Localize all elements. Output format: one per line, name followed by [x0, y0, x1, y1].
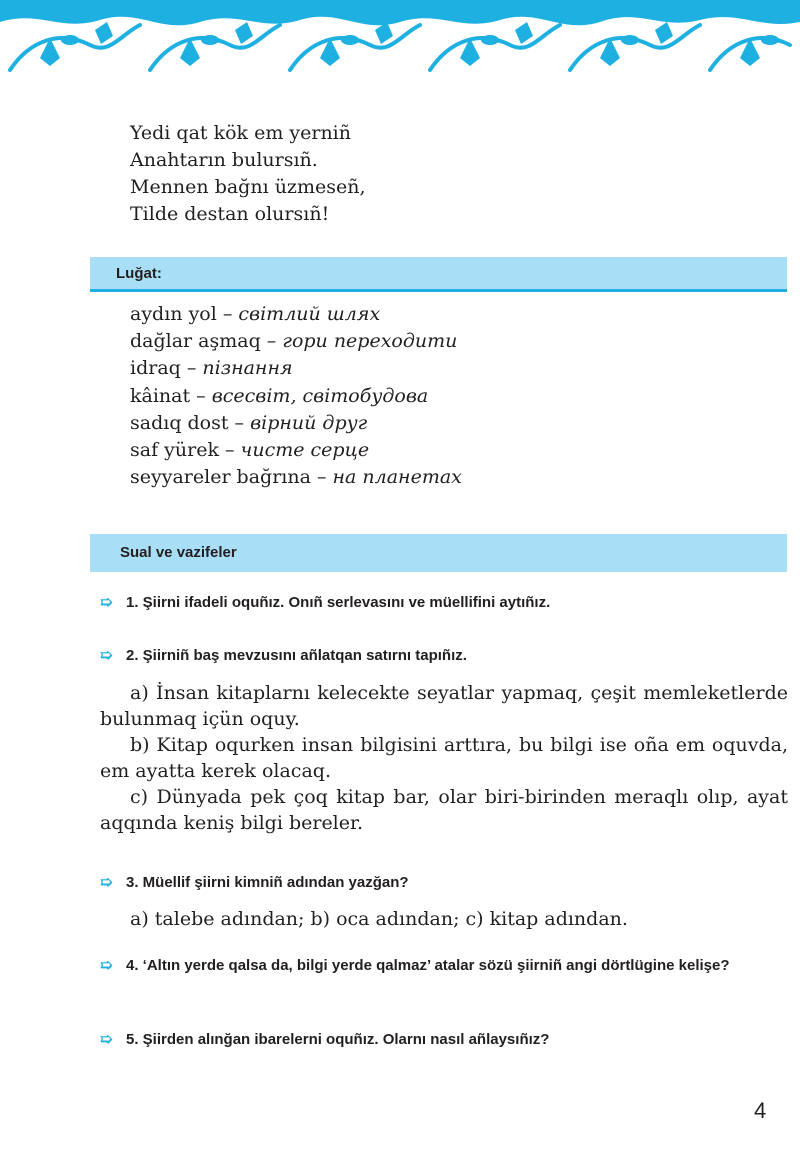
question-4	[100, 956, 790, 976]
glossary-translation: всесвіт, світобудова	[211, 384, 429, 407]
glossary-translation: вірний друг	[250, 411, 368, 434]
glossary-item	[130, 383, 462, 410]
glossary-term: dağlar aşmaq –	[130, 330, 283, 353]
arrow-icon: ➯	[100, 957, 113, 974]
glossary-term: kâinat –	[130, 384, 212, 407]
question-2	[100, 646, 790, 666]
glossary-term: sadıq dost –	[130, 411, 251, 434]
question-text: 5. Şiirden alınğan ibarelerni oquñız. Olarnı nasıl añlaysıñız?	[126, 1031, 550, 1048]
poem-line: Tilde destan olursıñ!	[130, 203, 330, 225]
poem	[130, 120, 365, 228]
glossary-item	[130, 328, 462, 355]
question-text: 4. ‘Altın yerde qalsa da, bilgi yerde qalmaz’ atalar sözü şiirniñ angi dörtlügine kelişe?	[126, 957, 730, 974]
glossary-translation: гори переходити	[282, 330, 458, 353]
glossary-term: aydın yol –	[130, 303, 239, 325]
floral-ornament-banner	[0, 0, 800, 78]
glossary-item	[130, 410, 462, 437]
glossary-title: Luğat:	[116, 265, 162, 282]
tasks-header	[90, 534, 787, 572]
answer-option: c) Dünyada pek çoq kitap bar, olar biri-birinden meraqlı olıp, ayat aqqında keniş bilgi bereler.	[100, 786, 788, 834]
arrow-icon: ➯	[100, 1031, 113, 1048]
question-text: 3. Müellif şiirni kimniñ adından yazğan?	[126, 874, 409, 891]
glossary-term: idraq –	[130, 357, 203, 380]
poem-line: Yedi qat kök em yerniñ	[130, 122, 351, 144]
glossary-header	[90, 257, 787, 292]
glossary-list	[130, 301, 462, 491]
glossary-translation: на планетах	[332, 466, 462, 489]
glossary-translation: чисте серце	[240, 439, 370, 462]
arrow-icon: ➯	[100, 594, 113, 611]
question-text: 1. Şiirni ifadeli oquñız. Onıñ serlevasını ve müellifini aytıñız.	[126, 594, 551, 611]
question-3	[100, 873, 790, 893]
glossary-item	[130, 437, 462, 464]
glossary-term: saf yürek –	[130, 439, 241, 462]
question-2-answers	[100, 680, 788, 836]
answer-option: b) Kitap oqurken insan bilgisini arttıra, bu bilgi ise oña em oquvda, em ayatta kerek olacaq.	[100, 734, 788, 782]
poem-line: Anahtarın bulursıñ.	[130, 149, 318, 171]
question-5	[100, 1030, 790, 1050]
poem-line: Mennen bağnı üzmeseñ,	[130, 176, 366, 198]
question-text: 2. Şiirniñ baş mevzusını añlatqan satırnı tapıñız.	[126, 647, 467, 664]
glossary-translation: світлий шлях	[238, 303, 381, 325]
answer-option: a) talebe adından; b) oca adından; c) kitap adından.	[130, 908, 628, 930]
glossary-item	[130, 464, 462, 491]
page-number: 4	[754, 1098, 767, 1123]
question-1	[100, 593, 790, 613]
glossary-term: seyyareler bağrına –	[130, 466, 333, 489]
question-3-answer	[100, 906, 788, 932]
glossary-item	[130, 355, 462, 382]
tasks-title: Sual ve vazifeler	[120, 544, 237, 561]
arrow-icon: ➯	[100, 647, 113, 664]
glossary-translation: пізнання	[202, 357, 293, 380]
arrow-icon: ➯	[100, 874, 113, 891]
answer-option: a) İnsan kitaplarnı kelecekte seyatlar yapmaq, çeşit memleketlerde bulunmaq içün oquy.	[100, 682, 788, 730]
glossary-item	[130, 301, 462, 328]
